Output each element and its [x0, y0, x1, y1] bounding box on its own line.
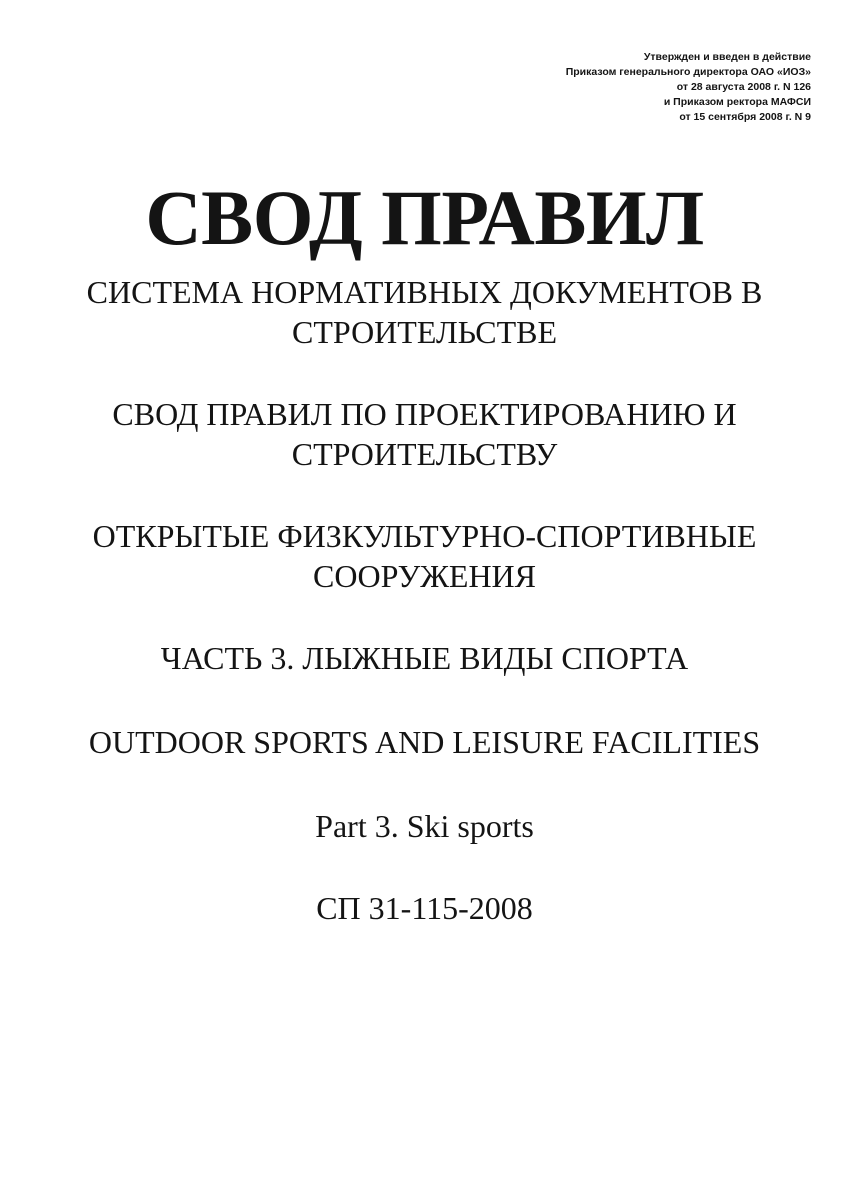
part-heading	[0, 638, 849, 678]
system-heading	[0, 272, 849, 352]
approval-line: Приказом генерального директора ОАО «ИОЗ»	[565, 66, 811, 78]
document-code	[0, 888, 849, 928]
document-code-text: СП 31-115-2008	[316, 890, 533, 926]
approval-line: Утвержден и введен в действие	[643, 51, 811, 63]
subject-heading	[0, 516, 849, 596]
system-heading-line: СТРОИТЕЛЬСТВЕ	[291, 314, 558, 350]
rules-heading	[0, 394, 849, 474]
approval-line: и Приказом ректора МАФСИ	[663, 96, 811, 108]
english-title	[0, 722, 849, 762]
rules-heading-line: СВОД ПРАВИЛ ПО ПРОЕКТИРОВАНИЮ И	[112, 396, 737, 432]
system-heading-line: СИСТЕМА НОРМАТИВНЫХ ДОКУМЕНТОВ В	[86, 274, 763, 310]
english-part-text: Part 3. Ski sports	[315, 808, 534, 844]
approval-line: от 15 сентября 2008 г. N 9	[679, 111, 811, 123]
subject-heading-line: ОТКРЫТЫЕ ФИЗКУЛЬТУРНО-СПОРТИВНЫЕ	[92, 518, 757, 554]
approval-note	[411, 50, 811, 125]
part-heading-text: ЧАСТЬ 3. ЛЫЖНЫЕ ВИДЫ СПОРТА	[160, 640, 689, 676]
subject-heading-line: СООРУЖЕНИЯ	[313, 558, 536, 594]
english-part	[0, 806, 849, 846]
approval-line: от 28 августа 2008 г. N 126	[676, 81, 811, 93]
english-title-text: OUTDOOR SPORTS AND LEISURE FACILITIES	[88, 724, 761, 760]
document-title: СВОД ПРАВИЛ	[145, 174, 704, 261]
rules-heading-line: СТРОИТЕЛЬСТВУ	[291, 436, 558, 472]
